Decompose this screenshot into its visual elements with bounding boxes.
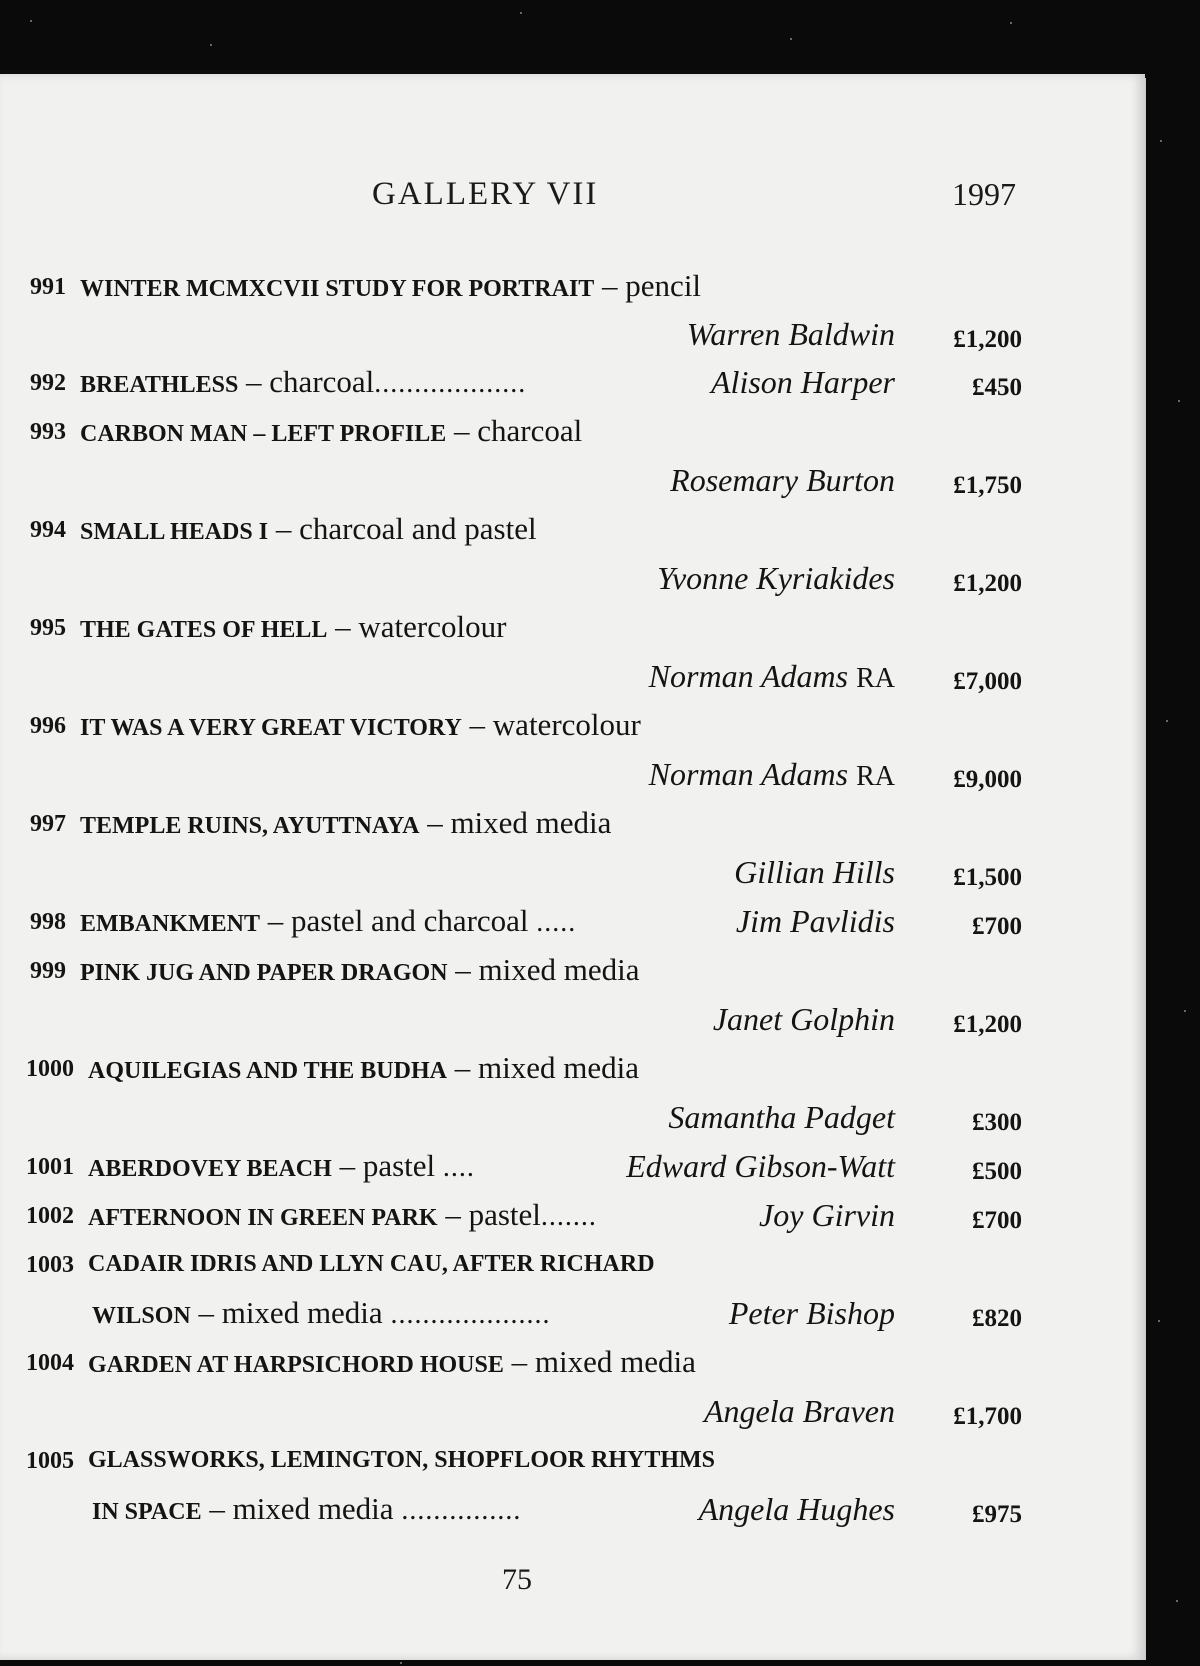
gallery-title: GALLERY VII bbox=[372, 176, 599, 212]
entry-price: £1,200 bbox=[953, 326, 1022, 353]
entry-number: 1002 bbox=[26, 1203, 74, 1229]
entry-title: CARBON MAN – LEFT PROFILE bbox=[80, 421, 447, 447]
catalogue-entry: 1002 AFTERNOON IN GREEN PARK – pastel....... Joy Girvin £700 bbox=[0, 1195, 1030, 1235]
entry-medium: pastel bbox=[362, 1148, 436, 1183]
catalogue-entry-artist-line bbox=[0, 656, 1030, 696]
entry-medium: mixed media bbox=[450, 805, 612, 840]
entry-price: £300 bbox=[972, 1109, 1022, 1136]
entry-price: £700 bbox=[972, 1207, 1022, 1234]
entry-medium: pastel and charcoal bbox=[291, 903, 529, 938]
entry-artist: Samantha Padget bbox=[668, 1099, 895, 1135]
entry-price: £9,000 bbox=[953, 766, 1022, 793]
entry-title: GLASSWORKS, LEMINGTON, SHOPFLOOR RHYTHMS bbox=[88, 1447, 715, 1473]
entry-medium: charcoal bbox=[477, 413, 583, 448]
catalogue-entry-artist-line bbox=[0, 314, 1030, 354]
entry-title-continued: WILSON bbox=[92, 1303, 191, 1329]
entry-medium: mixed media bbox=[534, 1344, 696, 1379]
entry-number: 1001 bbox=[26, 1154, 74, 1180]
catalogue-entry-artist-line bbox=[0, 754, 1030, 794]
catalogue-entry: 1004 GARDEN AT HARPSICHORD HOUSE – mixed media bbox=[0, 1342, 1030, 1382]
entry-price: £450 bbox=[972, 374, 1022, 401]
catalogue-entry-artist-line bbox=[0, 852, 1030, 892]
entry-medium: charcoal and pastel bbox=[299, 511, 537, 546]
entry-price: £1,750 bbox=[953, 472, 1022, 499]
catalogue-entry: 1001 ABERDOVEY BEACH – pastel .... Edward Gibson-Watt £500 bbox=[0, 1146, 1030, 1186]
catalogue-entry: 993 CARBON MAN – LEFT PROFILE – charcoal bbox=[0, 411, 1030, 451]
entry-number: 992 bbox=[30, 370, 66, 396]
entry-title: AQUILEGIAS AND THE BUDHA bbox=[88, 1058, 447, 1084]
entry-artist: Alison Harper bbox=[711, 364, 895, 400]
entry-title: IT WAS A VERY GREAT VICTORY bbox=[80, 715, 462, 741]
entry-title: CADAIR IDRIS AND LLYN CAU, AFTER RICHARD bbox=[88, 1251, 655, 1277]
entry-title: WINTER MCMXCVII STUDY FOR PORTRAIT bbox=[80, 276, 595, 302]
entry-artist: Norman Adams bbox=[648, 756, 849, 792]
entry-medium: watercolour bbox=[358, 609, 507, 644]
catalogue-year: 1997 bbox=[952, 176, 1016, 212]
entry-number: 1003 bbox=[26, 1252, 74, 1278]
entry-medium: mixed media bbox=[478, 952, 640, 987]
entry-title: EMBANKMENT bbox=[80, 911, 260, 937]
entry-artist: Jim Pavlidis bbox=[735, 903, 895, 939]
entry-price: £1,700 bbox=[953, 1403, 1022, 1430]
entry-price: £500 bbox=[972, 1158, 1022, 1185]
catalogue-entry bbox=[0, 1440, 1030, 1480]
catalogue-entry: 996 IT WAS A VERY GREAT VICTORY – watercolour bbox=[0, 705, 1030, 745]
entry-title: BREATHLESS bbox=[80, 372, 239, 398]
entry-medium: pencil bbox=[625, 268, 702, 303]
catalogue-entry bbox=[0, 1244, 1030, 1284]
entry-price: £1,200 bbox=[953, 1011, 1022, 1038]
dot-leader: .... bbox=[442, 1152, 475, 1183]
entry-medium: mixed media bbox=[477, 1050, 639, 1085]
entry-number: 995 bbox=[30, 615, 66, 641]
entry-artist: Edward Gibson-Watt bbox=[626, 1148, 895, 1184]
catalogue-entry: 997 TEMPLE RUINS, AYUTTNAYA – mixed media bbox=[0, 803, 1030, 843]
entry-price: £700 bbox=[972, 913, 1022, 940]
catalogue-entry-artist-line bbox=[0, 999, 1030, 1039]
page-number: 75 bbox=[502, 1563, 532, 1596]
entry-number: 1005 bbox=[26, 1448, 74, 1474]
catalogue-entry: 991 WINTER MCMXCVII STUDY FOR PORTRAIT – pencil bbox=[0, 266, 1030, 306]
dot-leader: ..... bbox=[536, 907, 577, 938]
entry-medium: charcoal bbox=[269, 364, 375, 399]
entry-number: 994 bbox=[30, 517, 66, 543]
dot-leader: ................... bbox=[374, 368, 527, 399]
catalogue-entry-continuation: IN SPACE – mixed media ............... Angela Hughes £975 bbox=[0, 1489, 1030, 1529]
entry-price: £975 bbox=[972, 1501, 1022, 1528]
entry-title: TEMPLE RUINS, AYUTTNAYA bbox=[80, 813, 420, 839]
entry-number: 996 bbox=[30, 713, 66, 739]
entry-title: GARDEN AT HARPSICHORD HOUSE bbox=[88, 1352, 504, 1378]
entry-title: ABERDOVEY BEACH bbox=[88, 1156, 332, 1182]
entry-title-continued: IN SPACE bbox=[92, 1499, 202, 1525]
entry-title: SMALL HEADS I bbox=[80, 519, 269, 545]
entry-number: 997 bbox=[30, 811, 66, 837]
catalogue-entry: 998 EMBANKMENT – pastel and charcoal ..... Jim Pavlidis £700 bbox=[0, 901, 1030, 941]
catalogue-entry: 992 BREATHLESS – charcoal................... Alison Harper £450 bbox=[0, 362, 1030, 402]
entry-medium: mixed media bbox=[232, 1491, 394, 1526]
entry-artist: Angela Braven bbox=[703, 1393, 895, 1429]
entry-number: 993 bbox=[30, 419, 66, 445]
entry-price: £7,000 bbox=[953, 668, 1022, 695]
entry-number: 991 bbox=[30, 274, 66, 300]
entry-artist: Yvonne Kyriakides bbox=[657, 560, 895, 596]
catalogue-entry-continuation: WILSON – mixed media .................... Peter Bishop £820 bbox=[0, 1293, 1030, 1333]
entry-medium: mixed media bbox=[221, 1295, 383, 1330]
entry-artist: Joy Girvin bbox=[759, 1197, 895, 1233]
entry-title: AFTERNOON IN GREEN PARK bbox=[88, 1205, 438, 1231]
dot-leader: ....... bbox=[540, 1201, 597, 1232]
entry-artist: Norman Adams bbox=[648, 658, 849, 694]
entry-number: 1000 bbox=[26, 1056, 74, 1082]
catalogue-entry: 994 SMALL HEADS I – charcoal and pastel bbox=[0, 509, 1030, 549]
catalogue-entry: 995 THE GATES OF HELL – watercolour bbox=[0, 607, 1030, 647]
entry-artist: Rosemary Burton bbox=[670, 462, 895, 498]
entry-medium: watercolour bbox=[492, 707, 641, 742]
entry-number: 999 bbox=[30, 958, 66, 984]
dot-leader: .................... bbox=[390, 1299, 551, 1330]
entry-number: 1004 bbox=[26, 1350, 74, 1376]
artist-suffix: RA bbox=[856, 663, 895, 694]
catalogue-entry: 1000 AQUILEGIAS AND THE BUDHA – mixed media bbox=[0, 1048, 1030, 1088]
artist-suffix: RA bbox=[856, 761, 895, 792]
entry-price: £1,200 bbox=[953, 570, 1022, 597]
catalogue-entry-artist-line bbox=[0, 558, 1030, 598]
entry-artist: Warren Baldwin bbox=[686, 316, 895, 352]
entry-title: PINK JUG AND PAPER DRAGON bbox=[80, 960, 448, 986]
catalogue-entry-artist-line bbox=[0, 460, 1030, 500]
entry-artist: Gillian Hills bbox=[734, 854, 895, 890]
entry-artist: Janet Golphin bbox=[712, 1001, 895, 1037]
catalogue-entry-artist-line bbox=[0, 1097, 1030, 1137]
entry-price: £1,500 bbox=[953, 864, 1022, 891]
entry-artist: Peter Bishop bbox=[728, 1295, 895, 1331]
entry-artist: Angela Hughes bbox=[698, 1491, 895, 1527]
entry-number: 998 bbox=[30, 909, 66, 935]
entry-medium: pastel bbox=[468, 1197, 541, 1232]
entry-title: THE GATES OF HELL bbox=[80, 617, 328, 643]
entry-price: £820 bbox=[972, 1305, 1022, 1332]
dot-leader: ............... bbox=[401, 1495, 522, 1526]
catalogue-entry-artist-line bbox=[0, 1391, 1030, 1431]
catalogue-entry: 999 PINK JUG AND PAPER DRAGON – mixed media bbox=[0, 950, 1030, 990]
